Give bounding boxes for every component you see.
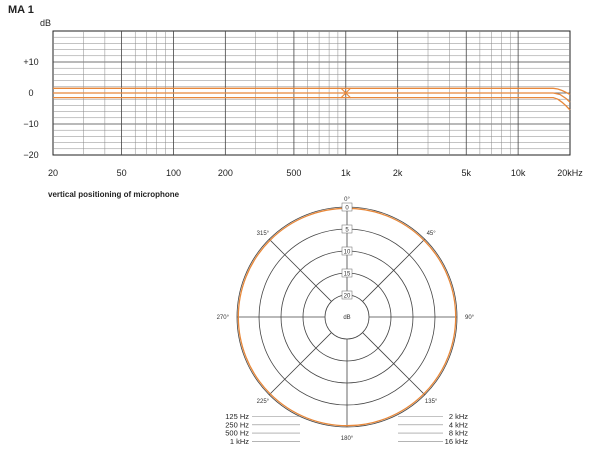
series-line [53, 98, 570, 110]
x-tick-label: 100 [165, 168, 181, 178]
legend-left-label: 1 kHz [229, 436, 249, 446]
angle-label: 180° [340, 436, 354, 442]
legend-left-label: 125 Hz [225, 412, 249, 421]
legend-left-label: 500 Hz [225, 428, 249, 438]
angle-label: 315° [256, 230, 270, 237]
legend-left [225, 412, 300, 446]
y-tick-label: +10 [23, 57, 39, 67]
x-tick-label: 200 [217, 168, 233, 178]
x-tick-label: 5k [461, 168, 472, 178]
y-tick-label: −10 [23, 119, 39, 129]
ring-label: 15 [343, 271, 351, 278]
chart-title: MA 1 [8, 4, 34, 16]
polar-spoke [269, 239, 331, 301]
x-tick-label: 1k [341, 168, 351, 178]
legend-right-label: 4 kHz [448, 420, 468, 430]
y-tick-label: 0 [28, 88, 34, 98]
y-axis-label: dB [40, 18, 52, 28]
x-tick-label: 20kHz [557, 168, 583, 178]
legend-right [398, 412, 468, 446]
polar-caption: vertical positioning of microphone [48, 190, 180, 199]
ring-label: 5 [345, 227, 349, 234]
legend-left-label: 250 Hz [225, 420, 249, 430]
x-tick-label: 20 [47, 168, 59, 178]
x-tick-label: 2k [392, 168, 403, 178]
legend-right-label: 8 kHz [448, 428, 468, 438]
polar-spoke [363, 333, 425, 395]
legend-right-label: 16 kHz [444, 436, 468, 446]
y-tick-labels [23, 57, 38, 160]
x-tick-labels [48, 168, 583, 178]
x-tick-label: 500 [286, 168, 302, 178]
angle-label: 90° [465, 315, 475, 321]
x-tick-label: 50 [116, 168, 127, 178]
polar-spoke [363, 239, 425, 301]
ring-label: 10 [343, 249, 351, 256]
angle-label: 45° [426, 230, 436, 237]
ring-label: 20 [343, 293, 351, 300]
polar-spoke [269, 333, 331, 395]
x-tick-label: 10k [510, 168, 526, 178]
legend-right-label: 2 kHz [448, 412, 468, 421]
polar-center-label: dB [343, 315, 351, 321]
angle-label: 270° [216, 315, 229, 321]
angle-label: 0° [344, 197, 350, 203]
angle-label: 225° [256, 399, 270, 406]
y-tick-label: −20 [23, 150, 39, 160]
angle-label: 135° [424, 399, 438, 406]
ring-label: 0 [345, 205, 349, 212]
